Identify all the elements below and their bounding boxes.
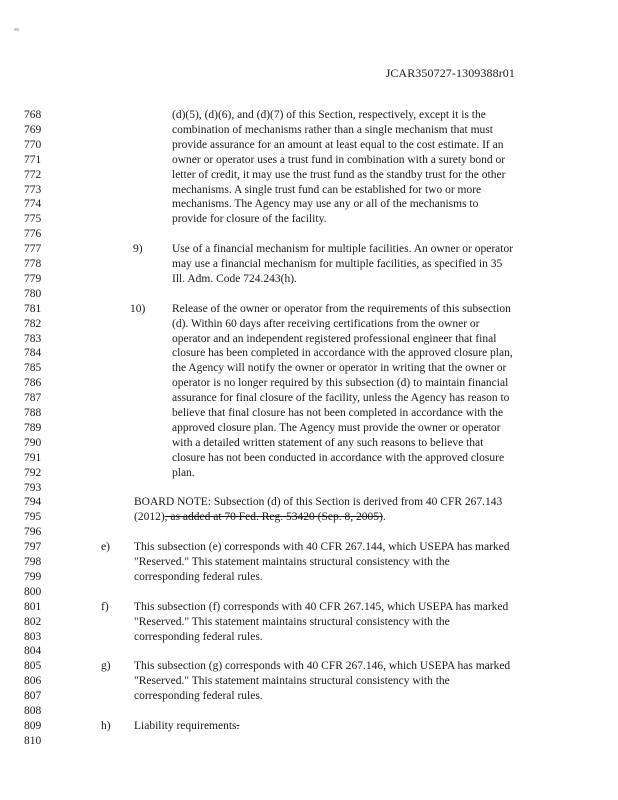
line-number: 790 [24, 436, 42, 449]
line-number: 800 [24, 585, 42, 598]
paragraph-line: with a detailed written statement of any such reasons to believe that [172, 436, 484, 449]
paragraph-line: the Agency will notify the owner or operator in writing that the owner or [172, 362, 507, 375]
paragraph-line: plan. [172, 466, 195, 479]
paragraph-label: h) [101, 719, 111, 732]
struck-text: . [236, 719, 240, 732]
paragraph-line: "Reserved." This statement maintains structural consistency with the [134, 675, 450, 688]
line-number: 773 [24, 183, 42, 196]
line-number: 770 [24, 138, 42, 151]
paragraph-line: letter of credit, it may use the trust fund as the standby trust for the other [172, 168, 506, 181]
document-id: JCAR350727-1309388r01 [385, 66, 515, 80]
paragraph-line: This subsection (g) corresponds with 40 CFR 267.146, which USEPA has marked [134, 660, 511, 673]
note-text: (2012) [134, 511, 165, 524]
paragraph-line: corresponding federal rules. [134, 690, 263, 703]
line-number: 780 [24, 287, 42, 300]
line-number: 793 [24, 481, 42, 494]
line-number: 801 [24, 600, 42, 613]
struck-text: , as added at 70 Fed. Reg. 53420 (Sep. 8, 2005) [164, 511, 383, 524]
paragraph-line: Release of the owner or operator from the requirements of this subsection [172, 302, 511, 315]
line-number: 809 [24, 719, 42, 732]
line-number: 786 [24, 377, 42, 390]
note-text: . [382, 511, 386, 524]
line-number: 769 [24, 123, 42, 136]
paragraph-label: g) [101, 660, 111, 673]
line-number: 783 [24, 332, 42, 345]
line-number: 808 [24, 705, 42, 717]
paragraph-line: This subsection (f) corresponds with 40 CFR 267.145, which USEPA has marked [134, 600, 509, 613]
line-number: 797 [24, 541, 42, 554]
line-number: 810 [24, 734, 42, 747]
paragraph-line: combination of mechanisms rather than a single mechanism that must [172, 123, 493, 136]
line-number: 795 [24, 511, 42, 524]
line-number: 778 [24, 258, 42, 270]
line-number: 794 [24, 496, 42, 509]
line-number: 804 [24, 645, 42, 658]
paragraph-line: Ill. Adm. Code 724.243(h). [172, 272, 297, 285]
paragraph-line: "Reserved." This statement maintains structural consistency with the [134, 556, 450, 568]
paragraph-line: (d). Within 60 days after receiving certifications from the owner or [172, 317, 480, 330]
paragraph-line: mechanisms. A single trust fund can be established for two or more [172, 183, 482, 196]
line-number: 807 [24, 690, 42, 703]
paragraph-label: 10) [130, 302, 146, 315]
paragraph-line: closure has not been conducted in accordance with the approved closure [172, 451, 505, 464]
paragraph-line: assurance for final closure of the facility, unless the Agency has reason to [172, 392, 510, 405]
line-number: 799 [24, 570, 42, 583]
paragraph-label: f) [101, 600, 109, 613]
line-number: 796 [24, 526, 42, 539]
line-number: 775 [24, 213, 42, 226]
paragraph-line: operator is no longer required by this subsection (d) to maintain financial [172, 377, 509, 390]
line-number: 785 [24, 362, 42, 375]
heading-text: Liability requirements [134, 719, 237, 732]
line-number: 792 [24, 466, 42, 479]
paragraph-line: mechanisms. The Agency may use any or all of the mechanisms to [172, 198, 479, 211]
line-number: 802 [24, 615, 42, 628]
line-number: 774 [24, 198, 42, 211]
line-number: 781 [24, 302, 42, 315]
scan-speck [14, 28, 19, 31]
line-number: 768 [24, 109, 42, 121]
paragraph-line: operator and an independent registered professional engineer that final [172, 332, 497, 345]
paragraph-line: approved closure plan. The Agency must provide the owner or operator [172, 421, 501, 434]
line-number: 805 [24, 660, 42, 673]
line-number: 777 [24, 243, 42, 256]
line-number: 788 [24, 407, 42, 419]
paragraph-line: Use of a financial mechanism for multiple facilities. An owner or operator [172, 243, 514, 256]
line-number: 806 [24, 675, 42, 688]
line-number: 784 [24, 347, 42, 360]
paragraph-label: 9) [133, 243, 143, 256]
line-number: 798 [24, 556, 42, 568]
line-number: 779 [24, 272, 42, 285]
board-note-line [134, 510, 386, 525]
line-number: 771 [24, 153, 42, 166]
paragraph-line: provide assurance for an amount at least equal to the cost estimate. If an [172, 138, 504, 151]
line-number: 791 [24, 451, 42, 464]
paragraph-line: (d)(5), (d)(6), and (d)(7) of this Section, respectively, except it is the [172, 109, 486, 121]
line-number: 787 [24, 392, 42, 405]
line-number: 772 [24, 168, 42, 181]
paragraph-line [134, 719, 239, 734]
paragraph-line: owner or operator uses a trust fund in combination with a surety bond or [172, 153, 506, 166]
line-number: 789 [24, 421, 42, 434]
paragraph-line: This subsection (e) corresponds with 40 CFR 267.144, which USEPA has marked [134, 541, 510, 554]
line-number: 803 [24, 630, 42, 643]
line-number: 776 [24, 228, 42, 241]
line-number: 782 [24, 317, 42, 330]
paragraph-line: corresponding federal rules. [134, 570, 263, 583]
paragraph-line: believe that final closure has not been completed in accordance with the [172, 407, 504, 419]
paragraph-line: corresponding federal rules. [134, 630, 263, 643]
paragraph-line: provide for closure of the facility. [172, 213, 327, 226]
paragraph-line: closure has been completed in accordance with the approved closure plan, [172, 347, 513, 360]
paragraph-line: may use a financial mechanism for multiple facilities, as specified in 35 [172, 258, 503, 270]
paragraph-label: e) [101, 541, 110, 554]
paragraph-line: "Reserved." This statement maintains structural consistency with the [134, 615, 450, 628]
board-note-line: BOARD NOTE: Subsection (d) of this Section is derived from 40 CFR 267.143 [134, 496, 503, 509]
